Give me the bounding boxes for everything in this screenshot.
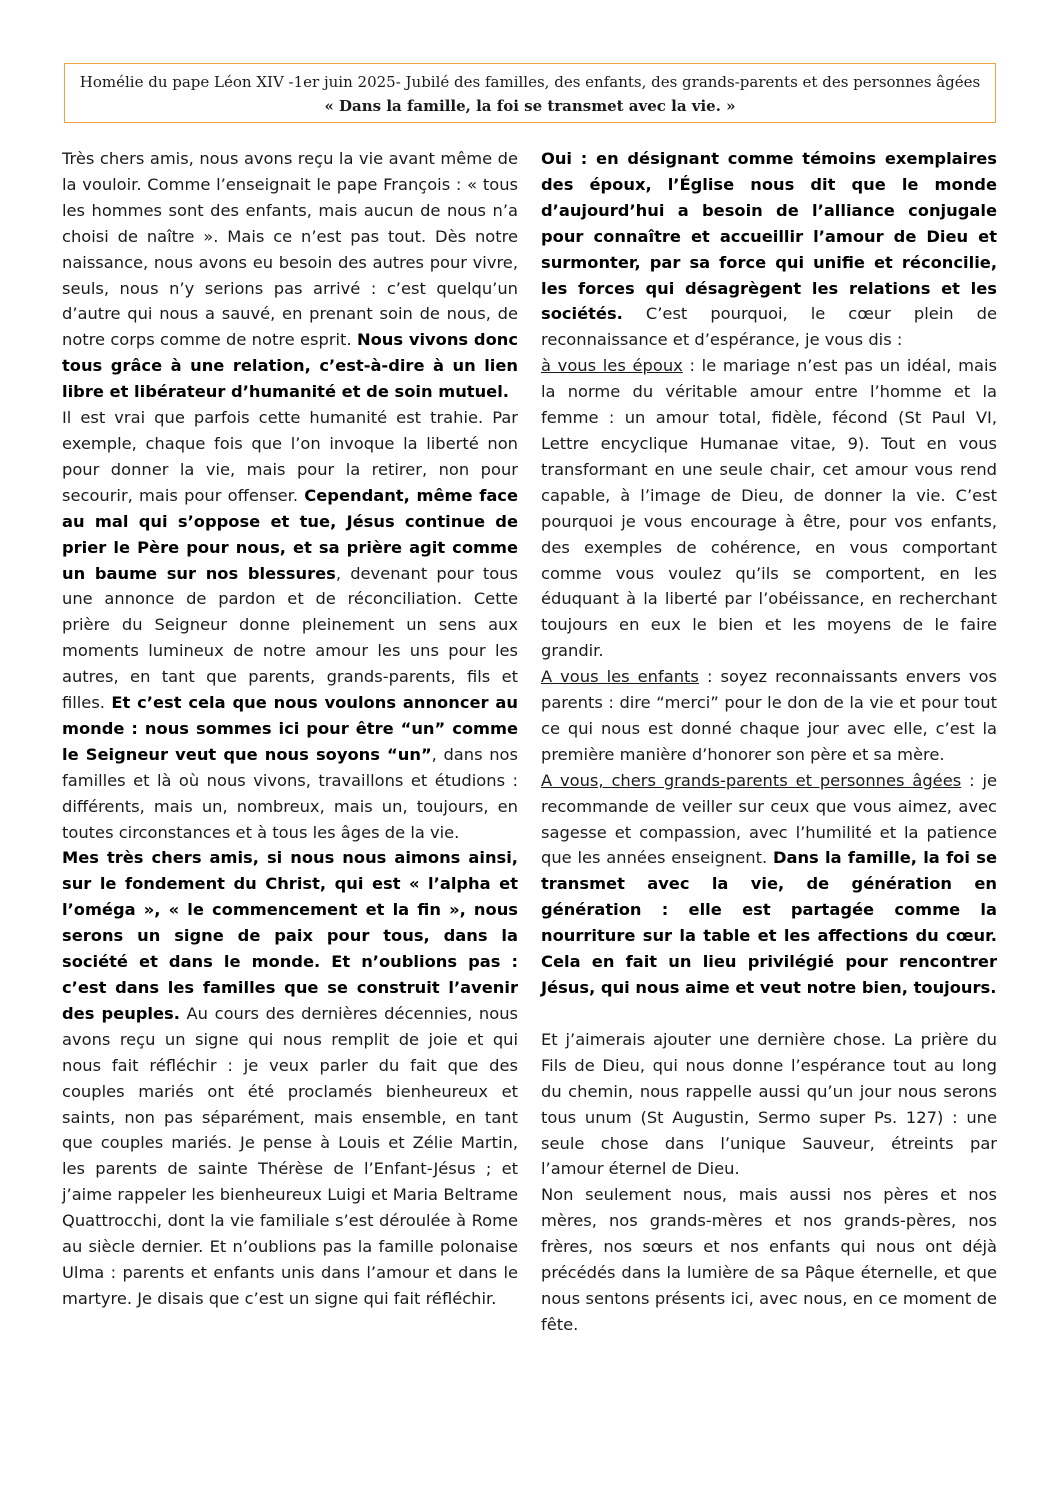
paragraph: Non seulement nous, mais aussi nos pères et nos mères, nos grands-mères et nos grands-pères, nos frères, nos sœurs et nos enfants qui nous ont déjà précédés dans la lumière de sa Pâque éternelle, et que nous sentons présents ici, avec nous, en ce moment de fête. [541,1185,997,1334]
paragraph: à vous les époux : le mariage n’est pas un idéal, mais la norme du véritable amour entre l’homme et la femme : un amour total, fidèle, fécond (St Paul VI, Lettre encyclique Humanae vitae, 9). Tout en vous transformant en une seule chair, cet amour vous rend capable, à l’image de Dieu, de donner la vie. C’est pourquoi je vous encourage à être, pour vos enfants, des exemples de cohérence, en vous comportant comme vous voulez qu’ils se comportent, en les éduquant à la liberté par l’obéissance, en recherchant toujours en eux le bien et les moyens de le faire grandir. [541,356,997,661]
right-column [541,146,997,1338]
paragraph: Mes très chers amis, si nous nous aimons ainsi, sur le fondement du Christ, qui est « l’alpha et l’oméga », « le commencement et la fin », nous serons un signe de paix pour tous, dans la société et dans le monde. Et n’oublions pas : c’est dans les familles que se construit l’avenir des peuples. Au cours des dernières décennies, nous avons reçu un signe qui nous remplit de joie et qui nous fait réfléchir : je veux parler du fait que des couples mariés ont été proclamés bienheureux et saints, non pas séparément, mais ensemble, en tant que couples mariés. Je pense à Louis et Zélie Martin, les parents de sainte Thérèse de l’Enfant-Jésus ; et j’aime rappeler les bienheureux Luigi et Maria Beltrame Quattrocchi, dont la vie familiale s’est déroulée à Rome au siècle dernier. Et n’oublions pas la famille polonaise Ulma : parents et enfants unis dans l’amour et dans le martyre. Je disais que c’est un signe qui fait réfléchir. [62,848,518,1308]
paragraph: Très chers amis, nous avons reçu la vie avant même de la vouloir. Comme l’enseignait le pape François : « tous les hommes sont des enfants, mais aucun de nous n’a choisi de naître ». Mais ce n’est pas tout. Dès notre naissance, nous avons eu besoin des autres pour vivre, seuls, nous n’y serions pas arrivé : c’est quelqu’un d’autre qui nous a sauvé, en prenant soin de nous, de notre corps comme de notre esprit. Nous vivons donc tous grâce à une relation, c’est-à-dire à un lien libre et libérateur d’humanité et de soin mutuel. [62,149,518,402]
address-grandparents: A vous, chers grands-parents et personnes âgées [541,770,962,790]
homily-title: Homélie du pape Léon XIV -1er juin 2025- Jubilé des familles, des enfants, des grands-parents et des personnes âgées [79,73,981,91]
address-spouses: à vous les époux [541,356,683,376]
paragraph: A vous les enfants : soyez reconnaissants envers vos parents : dire “merci” pour le don de la vie et pour tout ce qui nous est donné chaque jour avec elle, c’est la première manière d’honorer son père et sa mère. [541,667,997,764]
paragraph: A vous, chers grands-parents et personnes âgées : je recommande de veiller sur ceux que vous aimez, avec sagesse et compassion, avec l’humilité et la patience que les années enseignent. Dans la famille, la foi se transmet avec la vie, de génération en génération : elle est partagée comme la nourriture sur la table et les affections du cœur. Cela en fait un lieu privilégié pour rencontrer Jésus, qui nous aime et veut notre bien, toujours. [541,770,997,997]
left-column [62,146,518,1312]
paragraph: Il est vrai que parfois cette humanité est trahie. Par exemple, chaque fois que l’on invoque la liberté non pour donner la vie, mais pour la retirer, non pour secourir, mais pour offenser. Cependant, même face au mal qui s’oppose et tue, Jésus continue de prier le Père pour nous, et sa prière agit comme un baume sur nos blessures, devenant pour tous une annonce de pardon et de réconciliation. Cette prière du Seigneur donne pleinement un sens aux moments lumineux de notre amour les uns pour les autres, en tant que parents, grands-parents, fils et filles. Et c’est cela que nous voulons annoncer au monde : nous sommes ici pour être “un” comme le Seigneur veut que nous soyons “un”, dans nos familles et là où nous vivons, travaillons et étudions : différents, mais un, nombreux, mais un, toujours, en toutes circonstances et à tous les âges de la vie. [62,408,519,842]
paragraph: Oui : en désignant comme témoins exemplaires des époux, l’Église nous dit que le monde d’aujourd’hui a besoin de l’alliance conjugale pour connaître et accueillir l’amour de Dieu et surmonter, par sa force qui unifie et réconcilie, les forces qui désagrègent les relations et les sociétés. C’est pourquoi, le cœur plein de reconnaissance et d’espérance, je vous dis : [541,149,997,350]
spacer [541,1001,997,1027]
homily-subtitle: « Dans la famille, la foi se transmet avec la vie. » [324,97,736,115]
paragraph: Et j’aimerais ajouter une dernière chose. La prière du Fils de Dieu, qui nous donne l’espérance tout au long du chemin, nous rappelle aussi qu’un jour nous serons tous unum (St Augustin, Sermo super Ps. 127) : une seule chose dans l’unique Sauveur, étreints par l’amour éternel de Dieu. [541,1029,997,1179]
header-box [64,63,996,123]
address-children: A vous les enfants [541,667,699,687]
